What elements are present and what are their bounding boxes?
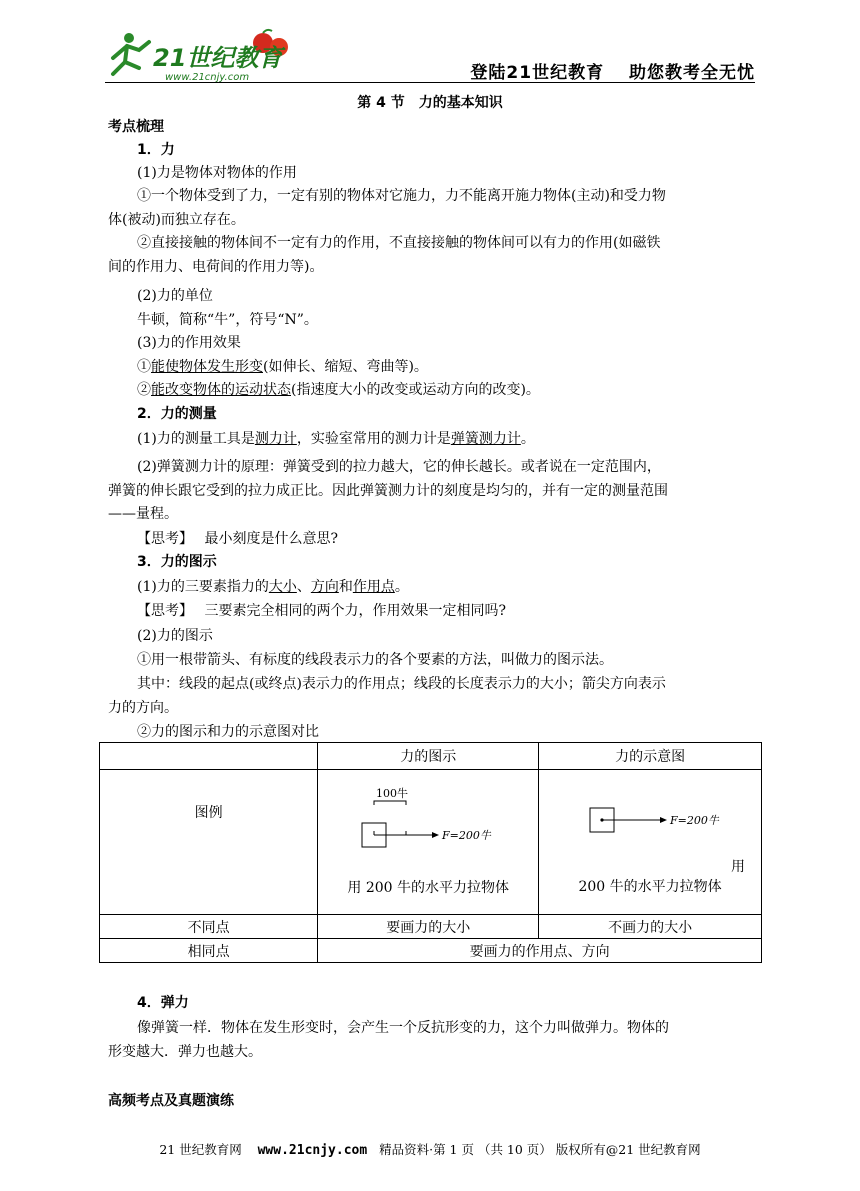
force-diagram-figure bbox=[328, 783, 528, 867]
caption-part: 用 bbox=[731, 859, 745, 875]
paragraph: 其中：线段的起点(或终点)表示力的作用点；线段的长度表示力的大小；箭尖方向表示 bbox=[137, 676, 666, 692]
section-heading: 高频考点及真题演练 bbox=[108, 1093, 234, 1109]
section-heading: 考点梳理 bbox=[108, 119, 164, 135]
table-cell bbox=[100, 743, 318, 770]
table-cell bbox=[318, 770, 539, 915]
paragraph bbox=[137, 577, 409, 597]
subheading-elastic: 4．弹力 bbox=[137, 995, 189, 1011]
footer-right: 精品资料·第 1 页 （共 10 页） 版权所有@21 世纪教育网 bbox=[379, 1142, 701, 1157]
table-cell: 不画力的大小 bbox=[539, 915, 762, 939]
text-run: ，实验室常用的测力计是 bbox=[296, 431, 451, 447]
think-prompt bbox=[137, 601, 506, 621]
table-header: 力的图示 bbox=[318, 743, 539, 770]
site-logo bbox=[105, 28, 315, 84]
table-header: 力的示意图 bbox=[539, 743, 762, 770]
table-row bbox=[100, 939, 762, 963]
scale-label: 100牛 bbox=[376, 787, 409, 800]
underlined-term: 测力计 bbox=[254, 431, 297, 447]
page-header bbox=[105, 28, 755, 84]
text-run: (指速度大小的改变或运动方向的改变)。 bbox=[291, 382, 540, 398]
underlined-term: 能使物体发生形变 bbox=[151, 359, 263, 375]
paragraph: 力的方向。 bbox=[108, 700, 178, 716]
paragraph bbox=[137, 429, 535, 449]
think-tag: 【思考】 bbox=[137, 603, 186, 619]
paragraph: 弹簧的伸长跟它受到的拉力成正比。因此弹簧测力计的刻度是均匀的，并有一定的测量范围 bbox=[108, 483, 668, 499]
underlined-term: 方向 bbox=[310, 579, 339, 595]
table-cell: 要画力的作用点、方向 bbox=[318, 939, 762, 963]
row-label: 相同点 bbox=[100, 939, 318, 963]
subheading-force: 1．力 bbox=[137, 142, 175, 158]
underlined-term: 弹簧测力计 bbox=[450, 431, 521, 447]
header-rule bbox=[105, 82, 755, 83]
text-run: 和 bbox=[338, 579, 353, 595]
row-label: 不同点 bbox=[100, 915, 318, 939]
text-run: (如伸长、缩短、弯曲等)。 bbox=[263, 359, 428, 375]
page-title: 第 4 节 力的基本知识 bbox=[357, 95, 503, 111]
paragraph: (1)力是物体对物体的作用 bbox=[137, 165, 297, 181]
schematic-figure bbox=[550, 792, 750, 852]
table-row bbox=[100, 915, 762, 939]
arrow-head bbox=[660, 817, 667, 823]
paragraph: 牛顿，简称“牛”，符号“N”。 bbox=[137, 312, 318, 328]
text-run: (1)力的三要素指力的 bbox=[137, 579, 269, 595]
text-run: (1)力的测量工具是 bbox=[137, 431, 255, 447]
paragraph: (2)弹簧测力计的原理：弹簧受到的拉力越大，它的伸长越长。或者说在一定范围内， bbox=[137, 459, 661, 475]
force-label: F=200牛 bbox=[670, 814, 719, 827]
page-footer bbox=[0, 1140, 860, 1158]
subheading-measurement: 2．力的测量 bbox=[137, 406, 217, 422]
paragraph: ①用一根带箭头、有标度的线段表示力的各个要素的方法，叫做力的图示法。 bbox=[137, 652, 613, 668]
underlined-term: 作用点 bbox=[352, 579, 395, 595]
force-label: F=200牛 bbox=[442, 829, 492, 842]
subheading-diagram: 3．力的图示 bbox=[137, 554, 217, 570]
table-cell bbox=[539, 770, 762, 915]
paragraph: ②力的图示和力的示意图对比 bbox=[137, 724, 319, 740]
paragraph: ——量程。 bbox=[108, 506, 178, 522]
caption: 用 200 牛的水平力拉物体 bbox=[347, 880, 510, 896]
table-row bbox=[100, 770, 762, 915]
table-row bbox=[100, 743, 762, 770]
table-cell bbox=[100, 770, 318, 915]
think-tag: 【思考】 bbox=[137, 531, 186, 547]
paragraph: ①能使物体发生形变(如伸长、缩短、弯曲等)。 bbox=[137, 359, 428, 375]
paragraph: ①一个物体受到了力，一定有别的物体对它施力，力不能离开施力物体(主动)和受力物 bbox=[137, 188, 666, 204]
text-run: 。 bbox=[520, 431, 535, 447]
paragraph: (2)力的单位 bbox=[137, 288, 213, 304]
underlined-term: 大小 bbox=[268, 579, 297, 595]
text-run: 、 bbox=[296, 579, 311, 595]
row-label: 图例 bbox=[194, 805, 223, 821]
footer-site-link[interactable]: www.21cnjy.com bbox=[257, 1143, 368, 1158]
paragraph: (3)力的作用效果 bbox=[137, 335, 241, 351]
paragraph: ②能改变物体的运动状态(指速度大小的改变或运动方向的改变)。 bbox=[137, 382, 540, 398]
scale-bar bbox=[374, 801, 406, 805]
table-cell: 要画力的大小 bbox=[318, 915, 539, 939]
text-run: 三要素完全相同的两个力，作用效果一定相同吗? bbox=[204, 603, 506, 619]
text-run: 最小刻度是什么意思? bbox=[204, 531, 338, 547]
caption: 200 牛的水平力拉物体 bbox=[578, 879, 722, 895]
paragraph: (2)力的图示 bbox=[137, 628, 213, 644]
think-prompt bbox=[137, 529, 338, 549]
arrow-head bbox=[432, 832, 439, 838]
paragraph: 间的作用力、电荷间的作用力等)。 bbox=[108, 259, 324, 275]
logo-url: www.21cnjy.com bbox=[165, 72, 250, 83]
text-run: 。 bbox=[394, 579, 409, 595]
footer-left: 21 世纪教育网 bbox=[159, 1142, 242, 1157]
paragraph: 像弹簧一样．物体在发生形变时，会产生一个反抗形变的力，这个力叫做弹力。物体的 bbox=[137, 1020, 669, 1036]
underlined-term: 能改变物体的运动状态 bbox=[151, 382, 291, 398]
header-slogan: 登陆21世纪教育 助您教考全无忧 bbox=[470, 63, 755, 83]
logo-text: 21世纪教育 bbox=[153, 44, 283, 72]
paragraph: 体(被动)而独立存在。 bbox=[108, 212, 245, 228]
paragraph: 形变越大．弹力也越大。 bbox=[108, 1044, 262, 1060]
paragraph: ②直接接触的物体间不一定有力的作用，不直接接触的物体间可以有力的作用(如磁铁 bbox=[137, 235, 661, 251]
comparison-table bbox=[99, 742, 762, 963]
